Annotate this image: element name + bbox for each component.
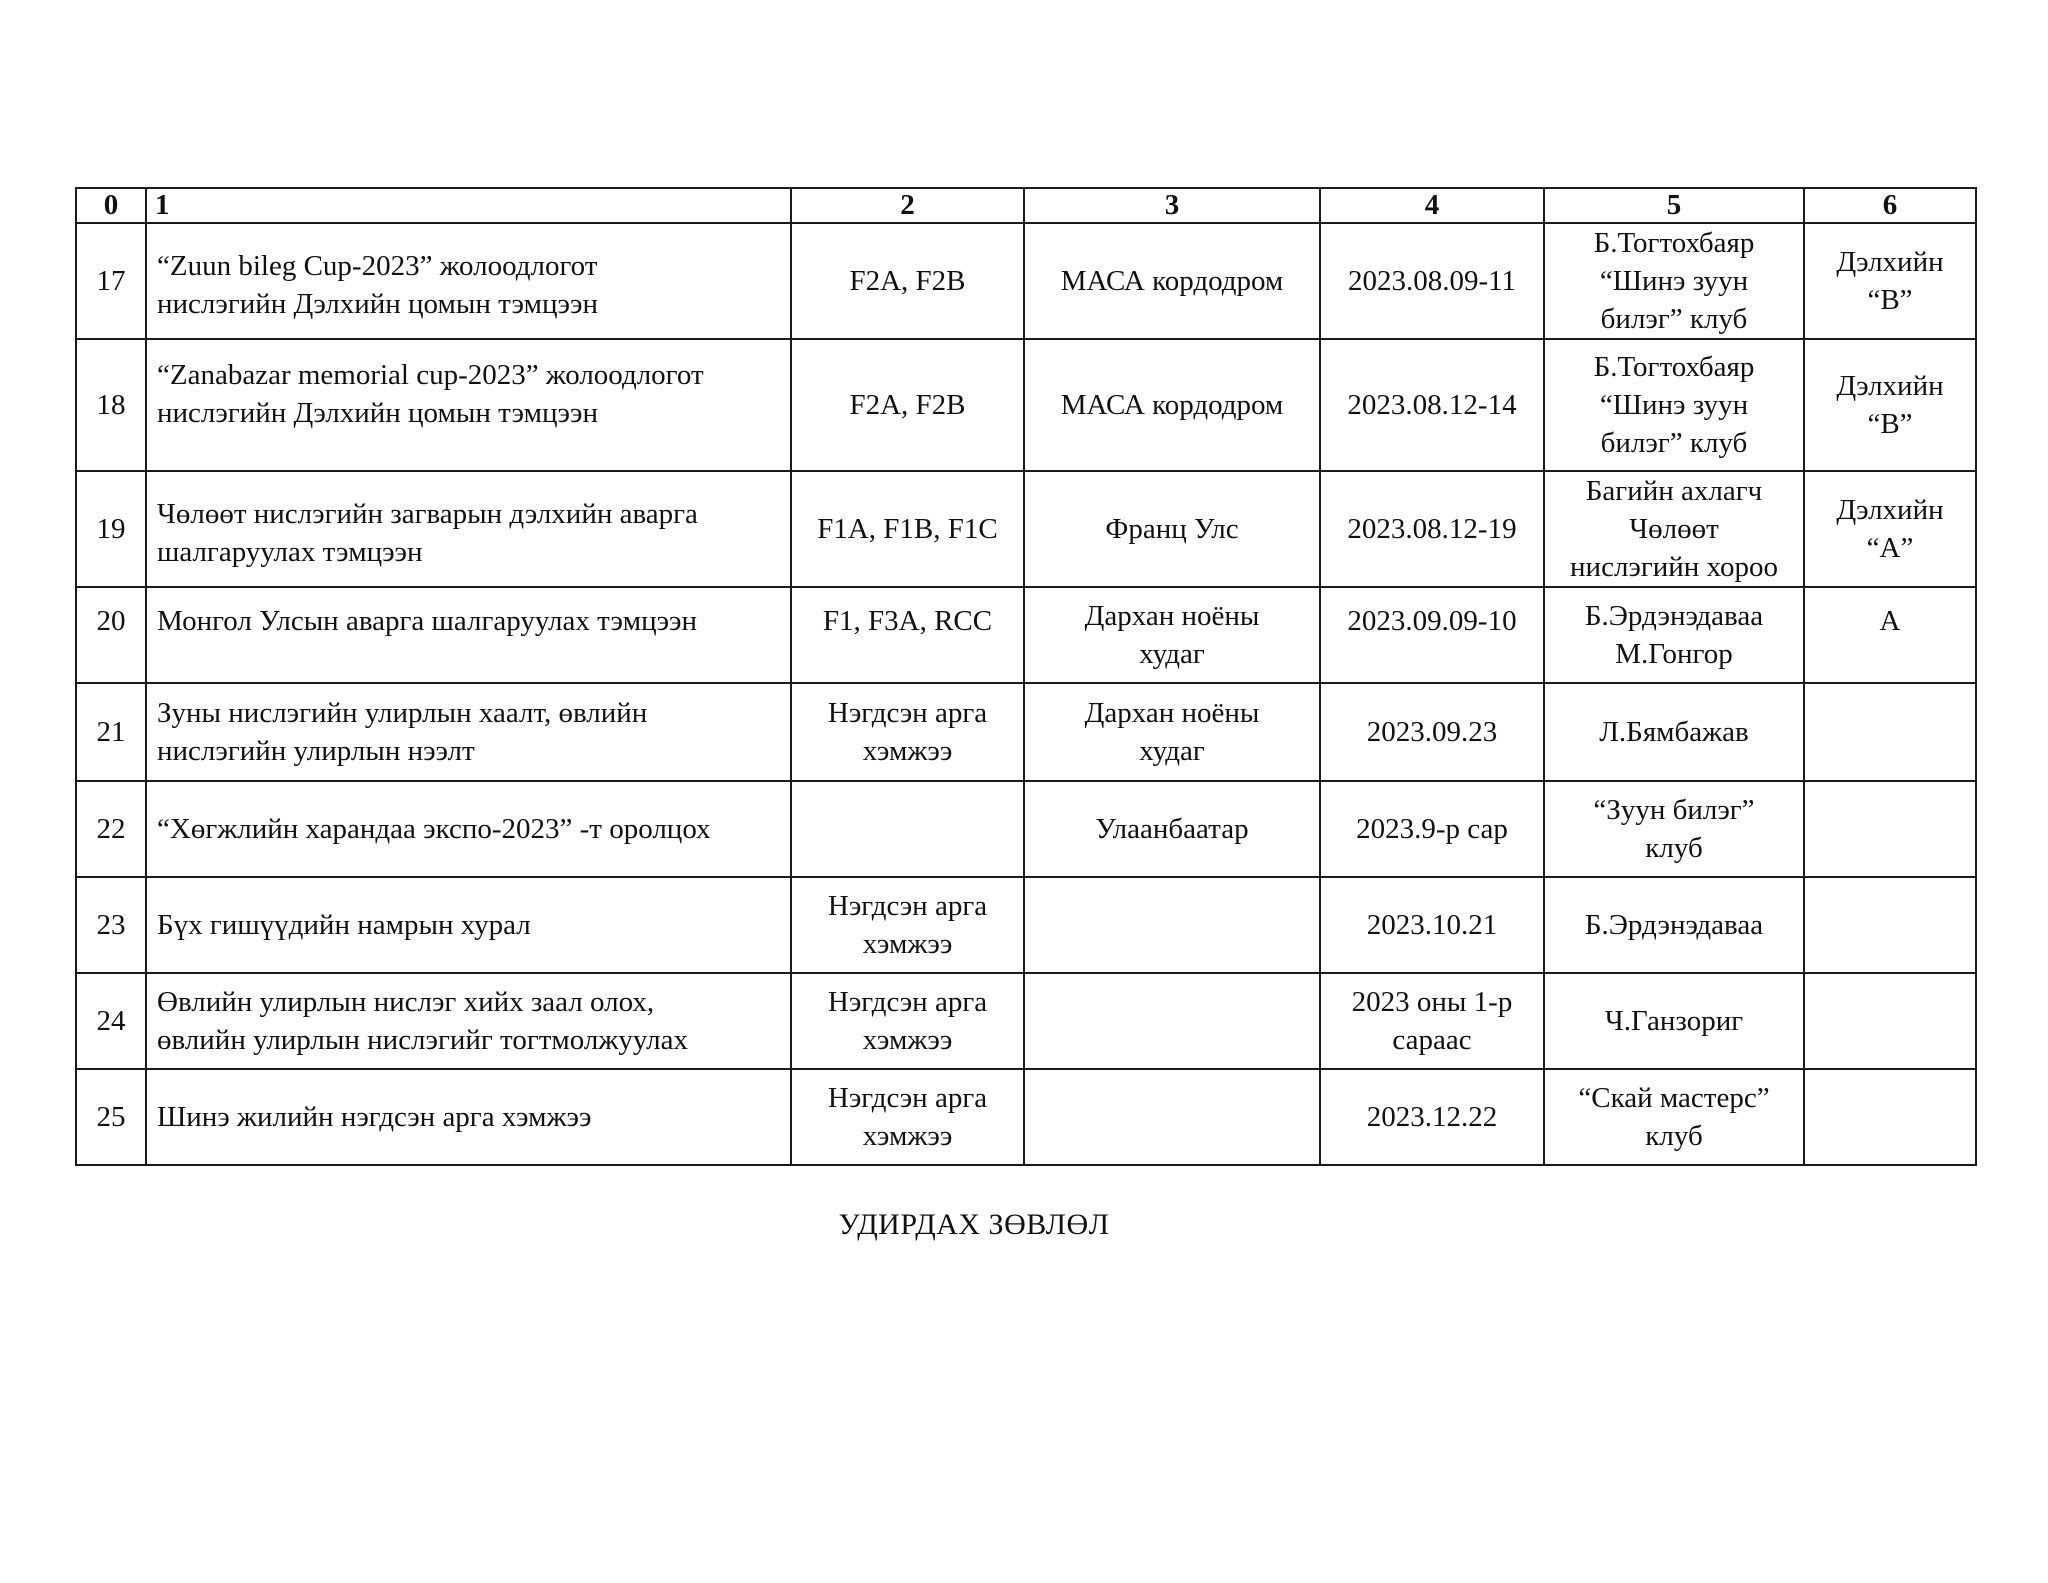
event-name: Зуны нислэгийн улирлын хаалт, өвлийн нислэгийн улирлын нээлт [146, 683, 791, 781]
event-venue [1024, 973, 1320, 1069]
event-date: 2023.08.09-11 [1320, 223, 1544, 339]
event-venue [1024, 877, 1320, 973]
event-date: 2023.10.21 [1320, 877, 1544, 973]
event-classes: F2A, F2B [791, 223, 1024, 339]
event-classes: F1A, F1B, F1C [791, 471, 1024, 587]
column-header-level: 6 [1804, 188, 1976, 223]
event-name: “Хөгжлийн харандаа экспо-2023” -т оролцох [146, 781, 791, 877]
event-level: A [1804, 587, 1976, 683]
signature-block [0, 1208, 2048, 1242]
table-row [76, 223, 1976, 339]
table-row [76, 877, 1976, 973]
event-name: Өвлийн улирлын нислэг хийх заал олох, өвлийн улирлын нислэгийг тогтмолжуулах [146, 973, 791, 1069]
event-date: 2023 оны 1-р сараас [1320, 973, 1544, 1069]
event-classes: Нэгдсэн арга хэмжээ [791, 1069, 1024, 1165]
event-date: 2023.9-р сар [1320, 781, 1544, 877]
event-name: “Zanabazar memorial cup-2023” жолоодлогот нислэгийн Дэлхийн цомын тэмцээн [146, 339, 791, 471]
event-level [1804, 781, 1976, 877]
row-number: 24 [76, 973, 146, 1069]
event-date: 2023.09.09-10 [1320, 587, 1544, 683]
column-header-venue: 3 [1024, 188, 1320, 223]
event-venue: МАСА кордодром [1024, 339, 1320, 471]
event-responsible: Б.Тогтохбаяр “Шинэ зуун билэг” клуб [1544, 223, 1804, 339]
event-date: 2023.12.22 [1320, 1069, 1544, 1165]
event-classes: Нэгдсэн арга хэмжээ [791, 683, 1024, 781]
signature-title: УДИРДАХ ЗӨВЛӨЛ [838, 1208, 1110, 1241]
event-venue: МАСА кордодром [1024, 223, 1320, 339]
table-row [76, 1069, 1976, 1165]
event-responsible: Л.Бямбажав [1544, 683, 1804, 781]
event-classes: Нэгдсэн арга хэмжээ [791, 973, 1024, 1069]
event-level [1804, 1069, 1976, 1165]
event-venue: Франц Улс [1024, 471, 1320, 587]
event-responsible: “Зуун билэг” клуб [1544, 781, 1804, 877]
row-number: 22 [76, 781, 146, 877]
column-header-date: 4 [1320, 188, 1544, 223]
event-name: Шинэ жилийн нэгдсэн арга хэмжээ [146, 1069, 791, 1165]
table-row [76, 973, 1976, 1069]
event-responsible: Б.Эрдэнэдаваа М.Гонгор [1544, 587, 1804, 683]
table-row [76, 683, 1976, 781]
event-classes: Нэгдсэн арга хэмжээ [791, 877, 1024, 973]
column-header-classes: 2 [791, 188, 1024, 223]
row-number: 21 [76, 683, 146, 781]
event-name: Чөлөөт нислэгийн загварын дэлхийн аварга шалгаруулах тэмцээн [146, 471, 791, 587]
event-venue: Дархан ноёны худаг [1024, 587, 1320, 683]
event-classes: F1, F3A, RCC [791, 587, 1024, 683]
table-row [76, 471, 1976, 587]
table-row [76, 781, 1976, 877]
row-number: 20 [76, 587, 146, 683]
event-responsible: “Скай мастерс” клуб [1544, 1069, 1804, 1165]
event-name: Бүх гишүүдийн намрын хурал [146, 877, 791, 973]
event-level [1804, 683, 1976, 781]
row-number: 25 [76, 1069, 146, 1165]
row-number: 17 [76, 223, 146, 339]
event-schedule-table [75, 187, 1977, 1166]
event-responsible: Багийн ахлагч Чөлөөт нислэгийн хороо [1544, 471, 1804, 587]
row-number: 19 [76, 471, 146, 587]
event-date: 2023.09.23 [1320, 683, 1544, 781]
table-row [76, 339, 1976, 471]
event-level [1804, 877, 1976, 973]
event-venue: Улаанбаатар [1024, 781, 1320, 877]
column-header-responsible: 5 [1544, 188, 1804, 223]
table-header-row [76, 188, 1976, 223]
event-venue: Дархан ноёны худаг [1024, 683, 1320, 781]
event-responsible: Б.Эрдэнэдаваа [1544, 877, 1804, 973]
row-number: 23 [76, 877, 146, 973]
column-header-number: 0 [76, 188, 146, 223]
event-venue [1024, 1069, 1320, 1165]
event-classes [791, 781, 1024, 877]
table-row [76, 587, 1976, 683]
event-level [1804, 973, 1976, 1069]
event-level: Дэлхийн “A” [1804, 471, 1976, 587]
event-name: Монгол Улсын аварга шалгаруулах тэмцээн [146, 587, 791, 683]
event-responsible: Б.Тогтохбаяр “Шинэ зуун билэг” клуб [1544, 339, 1804, 471]
event-level: Дэлхийн “B” [1804, 223, 1976, 339]
column-header-event: 1 [146, 188, 791, 223]
event-responsible: Ч.Ганзориг [1544, 973, 1804, 1069]
event-date: 2023.08.12-19 [1320, 471, 1544, 587]
event-level: Дэлхийн “B” [1804, 339, 1976, 471]
event-date: 2023.08.12-14 [1320, 339, 1544, 471]
row-number: 18 [76, 339, 146, 471]
event-classes: F2A, F2B [791, 339, 1024, 471]
event-name: “Zuun bileg Cup-2023” жолоодлогот нислэгийн Дэлхийн цомын тэмцээн [146, 223, 791, 339]
